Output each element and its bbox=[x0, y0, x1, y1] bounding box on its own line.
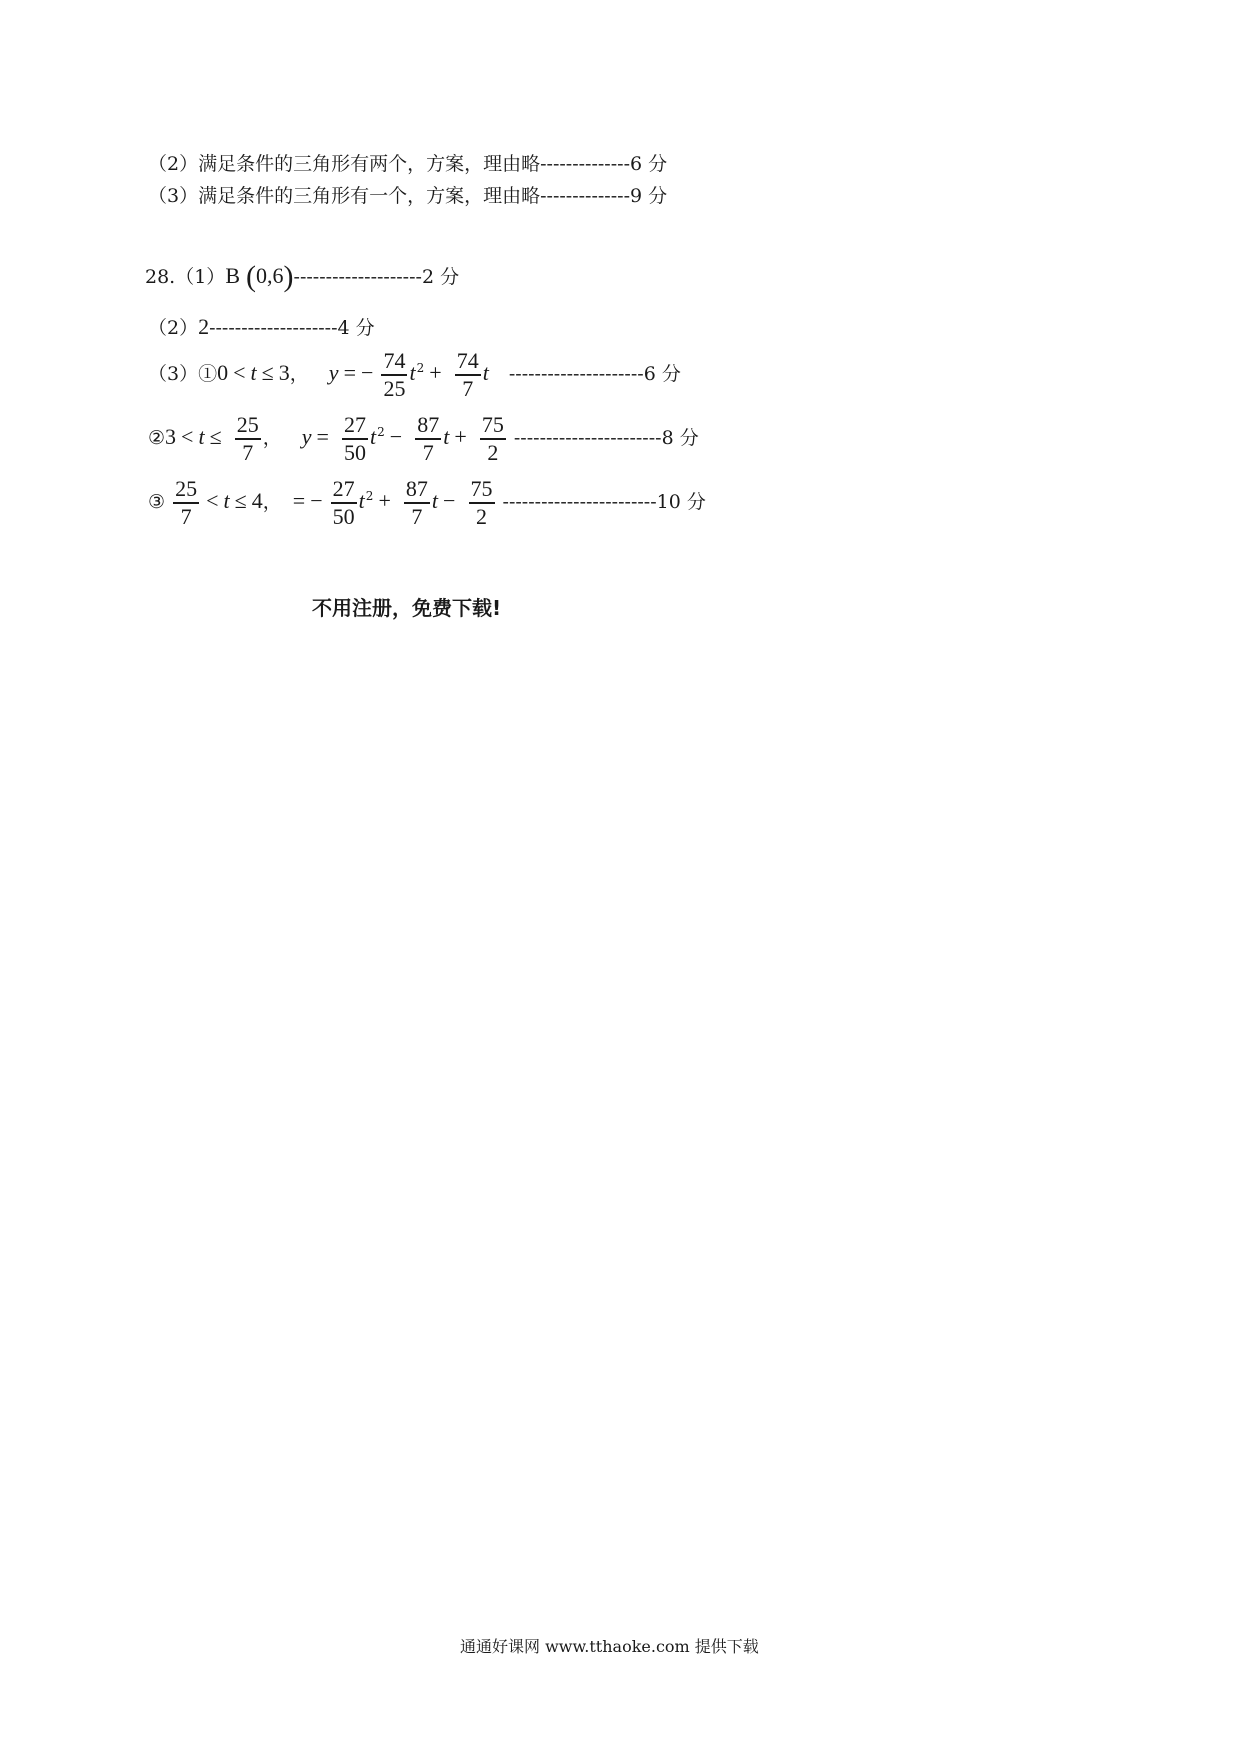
numerator: 74 bbox=[383, 348, 406, 373]
q28-part1-line bbox=[145, 260, 460, 293]
fraction bbox=[480, 412, 506, 466]
exponent: 2 bbox=[377, 425, 385, 440]
q27-part2-line bbox=[148, 152, 667, 176]
numerator: 87 bbox=[417, 412, 440, 437]
part-label: （1） bbox=[175, 266, 226, 288]
score: 8 分 bbox=[661, 426, 699, 449]
cond-op: < bbox=[181, 423, 194, 449]
leader-dashes: ------------------------ bbox=[502, 490, 657, 513]
sign: − bbox=[443, 487, 456, 513]
var: t bbox=[443, 423, 450, 449]
cond-right: 4 bbox=[251, 487, 263, 513]
case-marker: ① bbox=[198, 362, 218, 385]
numerator: 27 bbox=[344, 412, 367, 437]
equals: = bbox=[316, 423, 329, 449]
var: t bbox=[358, 487, 365, 513]
point-name: B bbox=[225, 263, 240, 288]
q27-part3-line bbox=[148, 184, 667, 208]
equals: = bbox=[343, 359, 356, 385]
question-number: 28. bbox=[145, 266, 176, 288]
numerator: 74 bbox=[456, 348, 479, 373]
cond-left: 3 bbox=[165, 423, 177, 449]
q28-part3-case1-line bbox=[148, 348, 681, 402]
fraction bbox=[381, 348, 407, 402]
denominator: 7 bbox=[411, 503, 423, 529]
cond-op: ≤ bbox=[234, 487, 247, 513]
page-footer: 通通好课网 www.tthaoke.com 提供下载 bbox=[460, 1637, 759, 1656]
exponent: 2 bbox=[416, 361, 425, 376]
numerator: 87 bbox=[405, 476, 428, 501]
score: 6 分 bbox=[643, 362, 681, 385]
var: t bbox=[482, 359, 489, 385]
leader-dashes: -------------------- bbox=[293, 266, 422, 288]
sign: + bbox=[378, 487, 391, 513]
fraction bbox=[455, 348, 481, 402]
score: 2 分 bbox=[421, 266, 460, 288]
var: t bbox=[409, 359, 416, 385]
download-notice: 不用注册，免费下载! bbox=[312, 596, 502, 620]
sign: + bbox=[454, 423, 467, 449]
close-paren: ) bbox=[283, 260, 294, 293]
cond-right: 3 bbox=[278, 359, 290, 385]
lhs-var: y bbox=[328, 359, 339, 385]
exponent: 2 bbox=[365, 489, 374, 504]
case-marker: ② bbox=[148, 426, 166, 449]
numerator: 75 bbox=[481, 412, 504, 437]
denominator: 25 bbox=[383, 375, 406, 401]
denominator: 7 bbox=[422, 439, 434, 465]
sign: + bbox=[429, 359, 442, 385]
fraction bbox=[469, 476, 495, 530]
numerator: 25 bbox=[236, 412, 259, 437]
fraction bbox=[404, 476, 430, 530]
q28-part3-case3-line bbox=[148, 476, 706, 530]
denominator: 7 bbox=[462, 375, 474, 401]
denominator: 2 bbox=[476, 503, 487, 529]
equals: = bbox=[292, 487, 306, 513]
cond-op: < bbox=[206, 487, 219, 513]
open-paren: ( bbox=[246, 260, 257, 293]
lhs-var: y bbox=[301, 423, 312, 449]
fraction bbox=[415, 412, 441, 466]
separator: ， bbox=[262, 426, 282, 449]
score: 10 分 bbox=[656, 490, 706, 513]
case-marker: ③ bbox=[148, 490, 166, 513]
answer-value: 2 bbox=[198, 314, 210, 339]
answer-text: 满足条件的三角形有一个，方案，理由略 bbox=[198, 185, 541, 207]
denominator: 50 bbox=[332, 503, 355, 529]
fraction bbox=[331, 476, 357, 530]
numerator: 27 bbox=[332, 476, 355, 501]
q28-part3-case2-line bbox=[148, 412, 699, 466]
cond-left: 0 bbox=[217, 359, 229, 385]
numerator: 75 bbox=[470, 476, 493, 501]
part-label: （3） bbox=[148, 362, 199, 385]
leader-dashes: ----------------------- bbox=[513, 426, 662, 449]
cond-op: < bbox=[233, 359, 246, 385]
cond-op: ≤ bbox=[261, 359, 274, 385]
fraction bbox=[173, 476, 199, 530]
sign: − bbox=[389, 423, 403, 449]
q28-part2-line bbox=[148, 315, 375, 340]
part-label: （3） bbox=[148, 185, 199, 207]
denominator: 50 bbox=[344, 439, 367, 465]
leader-dashes: -------------- bbox=[540, 185, 630, 207]
cond-var: t bbox=[250, 359, 257, 385]
answer-text: 满足条件的三角形有两个，方案，理由略 bbox=[198, 153, 541, 175]
fraction bbox=[235, 412, 261, 466]
denominator: 2 bbox=[487, 439, 499, 465]
var: t bbox=[431, 487, 439, 513]
separator: ， bbox=[262, 490, 282, 513]
sign: − bbox=[360, 359, 374, 385]
cond-op: ≤ bbox=[209, 423, 222, 449]
score: 6 分 bbox=[630, 153, 668, 175]
score: 4 分 bbox=[337, 317, 375, 339]
leader-dashes: -------------- bbox=[540, 153, 630, 175]
numerator: 25 bbox=[175, 476, 198, 501]
denominator: 7 bbox=[180, 503, 192, 529]
cond-var: t bbox=[223, 487, 230, 513]
sign: − bbox=[310, 487, 323, 513]
var: t bbox=[370, 423, 377, 449]
part-label: （2） bbox=[148, 317, 199, 339]
cond-var: t bbox=[198, 423, 205, 449]
fraction bbox=[342, 412, 368, 466]
denominator: 7 bbox=[242, 439, 254, 465]
point-coords: 0,6 bbox=[256, 263, 284, 288]
leader-dashes: --------------------- bbox=[508, 362, 644, 385]
separator: ， bbox=[289, 362, 309, 385]
leader-dashes: -------------------- bbox=[209, 317, 338, 339]
part-label: （2） bbox=[148, 153, 199, 175]
score: 9 分 bbox=[630, 185, 668, 207]
